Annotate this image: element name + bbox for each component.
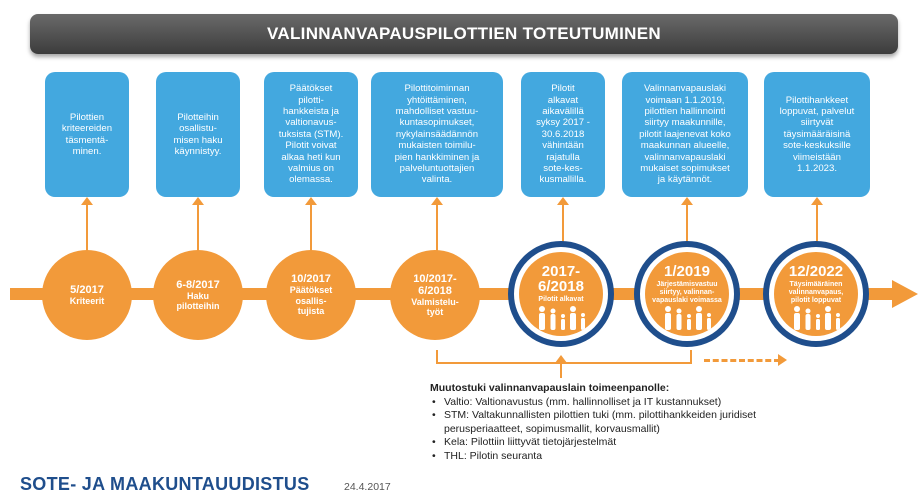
arrow-up-5 — [562, 204, 564, 242]
ring-date: 1/2019 — [664, 263, 710, 280]
ring-milestone-3 — [763, 241, 869, 347]
notes-item: • Kela: Pilottiin liittyvät tietojärjestelmät — [444, 436, 850, 450]
notes-item: • Valtio: Valtionavustus (mm. hallinnolliset ja IT kustannukset) — [444, 396, 850, 410]
support-notes — [430, 382, 850, 464]
notes-item: • THL: Pilotin seuranta — [444, 450, 850, 464]
ring-milestone-1 — [508, 241, 614, 347]
milestone-circle-3 — [266, 250, 356, 340]
notes-list — [430, 396, 850, 464]
description-box-5: Pilotit alkavat aikavälillä syksy 2017 - 30.6.2018 vähintään rajatulla sote-kes- kusmallilla. — [521, 72, 605, 197]
ring-date: 12/2022 — [788, 263, 844, 280]
description-box-3: Päätökset pilotti- hankkeista ja valtionavus- tuksista (STM). Pilotit voivat alkaa heti kun valmius on olemassa. — [264, 72, 358, 197]
notes-item-continuation: perusperiaatteet, sopimusmallit, korvausmallit) — [444, 422, 660, 435]
description-box-4: Pilottitoiminnan yhtöittäminen, mahdolliset vastuu- kuntasopimukset, nykylainsäädännön mukaisten toimilu- pien hankkiminen ja palveluntuottajien valinta. — [371, 72, 503, 197]
family-icon — [659, 304, 715, 330]
page-title: VALINNANVAPAUSPILOTTIEN TOTEUTUMINEN — [267, 24, 661, 43]
dashed-continuation-arrow — [704, 359, 780, 362]
milestone-circle-1 — [42, 250, 132, 340]
milestone-date: 10/2017 — [291, 273, 331, 286]
footer-date: 24.4.2017 — [344, 481, 391, 493]
milestone-label: Valmistelu- työt — [411, 296, 459, 317]
notes-item — [444, 409, 850, 436]
bracket-stem — [560, 362, 562, 378]
arrow-up-3 — [310, 204, 312, 254]
description-box-7: Pilottihankkeet loppuvat, palvelut siirtyvät täysimääräisinä sote-keskuksille viimeistään 1.1.2023. — [764, 72, 870, 197]
ring-label: Pilotit alkavat — [538, 296, 584, 303]
arrow-up-6 — [686, 204, 688, 242]
arrow-up-4 — [436, 204, 438, 254]
milestone-label: Kriteerit — [69, 295, 105, 306]
title-bar — [30, 14, 898, 54]
ring-inner — [519, 252, 603, 336]
family-icon — [533, 304, 589, 330]
notes-heading: Muutostuki valinnanvapauslain toimeenpanolle: — [430, 382, 670, 394]
ring-label: Täysimääräinen valinnanvapaus, pilotit loppuvat — [788, 281, 844, 304]
family-icon — [788, 304, 844, 330]
arrow-up-2 — [197, 204, 199, 254]
ring-milestone-2 — [634, 241, 740, 347]
description-box-1: Pilottien kriteereiden täsmentä- minen. — [45, 72, 129, 197]
ring-label: Järjestämisvastuu siirtyy, valinnan- vapauslaki voimassa — [652, 281, 722, 304]
arrow-up-7 — [816, 204, 818, 242]
ring-inner — [774, 252, 858, 336]
milestone-date: 6-8/2017 — [176, 278, 220, 291]
milestone-date: 10/2017- 6/2018 — [413, 272, 457, 297]
dashed-arrow-head — [778, 354, 787, 366]
milestone-label: Päätökset osallis- tujista — [289, 285, 333, 317]
milestone-date: 5/2017 — [70, 283, 104, 296]
milestone-circle-4 — [390, 250, 480, 340]
timeline-arrow-head — [892, 280, 918, 308]
arrow-up-1 — [86, 204, 88, 254]
notes-item-text: STM: Valtakunnallisten pilottien tuki (mm. pilottihankkeiden juridiset — [444, 409, 757, 422]
description-box-6: Valinnanvapauslaki voimaan 1.1.2019, pilottien hallinnointi siirtyy maakunnille, pilotit laajenevat koko maakunnan alueelle, valinnanvapauslaki mukaiset sopimukset ja käytännöt. — [622, 72, 748, 197]
ring-inner — [645, 252, 729, 336]
footer-brand: SOTE- JA MAAKUNTAUUDISTUS — [20, 474, 310, 494]
ring-date: 2017- 6/2018 — [538, 263, 584, 295]
milestone-label: Haku pilotteihin — [176, 290, 220, 311]
milestone-circle-2 — [153, 250, 243, 340]
description-box-2: Pilotteihin osallistu- misen haku käynnistyy. — [156, 72, 240, 197]
